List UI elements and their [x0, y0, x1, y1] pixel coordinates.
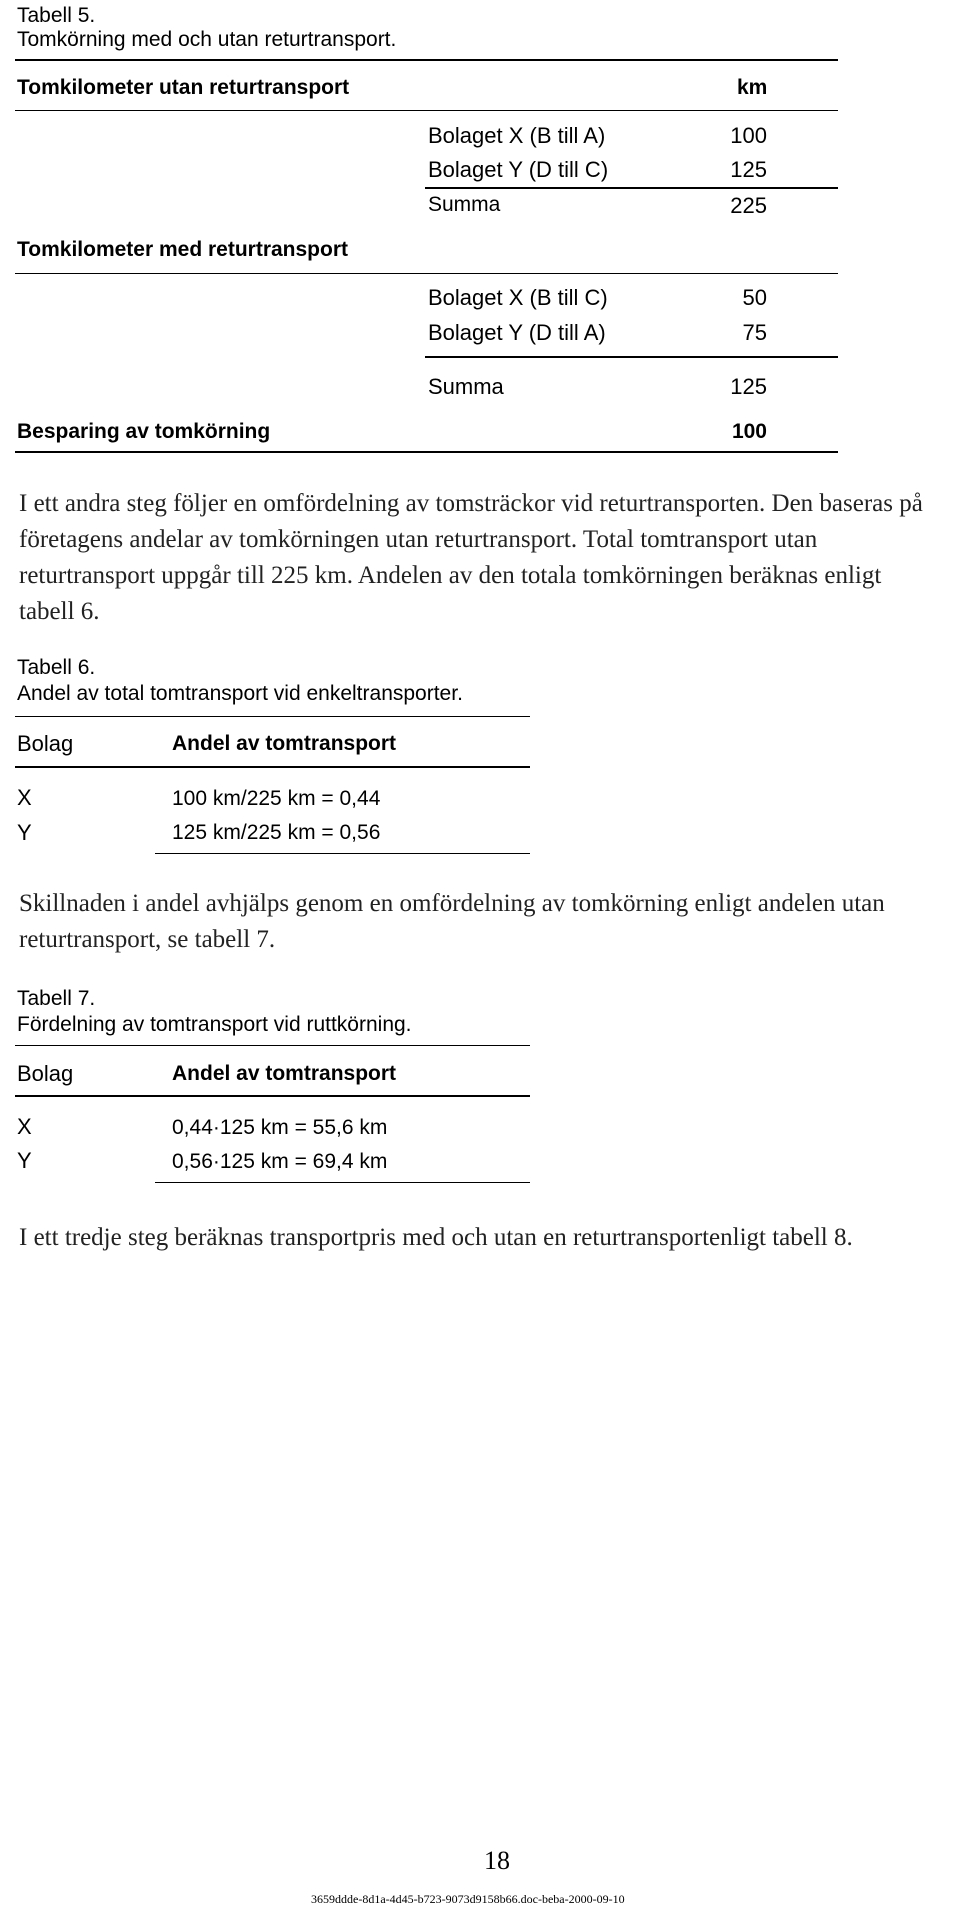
table7-row-2-bolag: Y [17, 1148, 32, 1173]
table5-without-row-1-label: Bolaget X (B till A) [428, 123, 606, 148]
table5-top-rule [15, 59, 838, 61]
table5-header-left: Tomkilometer utan returtransport [17, 76, 350, 99]
table5-without-sum-value: 225 [730, 193, 767, 218]
table5-header-right: km [737, 76, 768, 99]
table5-with-sum-value: 125 [730, 374, 767, 399]
table5-bottom-rule [15, 451, 838, 453]
table5-saving-value: 100 [731, 420, 767, 443]
table5-with-row-1-label: Bolaget X (B till C) [428, 285, 608, 310]
page-number: 18 [484, 1846, 510, 1875]
table5-with-row-2-label: Bolaget Y (D till A) [428, 320, 606, 345]
table7-caption: Tabell 7. [17, 987, 96, 1010]
table5-with-sum-label: Summa [428, 374, 504, 399]
table7-col-bolag: Bolag [17, 1061, 74, 1086]
table7-row-1-andel: 0,44·125 km = 55,6 km [172, 1116, 388, 1139]
table6-subcaption: Andel av total tomtransport vid enkeltransporter. [17, 682, 463, 705]
table7-col-andel: Andel av tomtransport [172, 1062, 397, 1085]
table5-with-sum-rule [425, 356, 838, 358]
table5-subcaption: Tomkörning med och utan returtransport. [17, 28, 397, 51]
table6-header-rule [15, 766, 530, 768]
table7-subcaption: Fördelning av tomtransport vid ruttkörning. [17, 1013, 412, 1036]
paragraph-3: I ett tredje steg beräknas transportpris med och utan en returtransportenligt tabell 8. [19, 1224, 853, 1251]
table7-row-2-andel: 0,56·125 km = 69,4 km [172, 1150, 388, 1173]
table7-bottom-rule [155, 1182, 530, 1183]
table5-without-row-1-value: 100 [730, 123, 767, 148]
table6-top-rule [15, 716, 530, 717]
table5-with-row-2-value: 75 [742, 320, 767, 345]
table5-saving-label: Besparing av tomkörning [17, 420, 271, 443]
table7-top-rule [15, 1045, 530, 1046]
table7-header-rule [15, 1095, 530, 1097]
paragraph-1: I ett andra steg följer en omfördelning av tomsträckor vid returtransporten. Den baseras på företagens andelar av tomkörningen utan returtransport. Total tomtransport utan returtransport uppgår till 225 km. Andelen av den totala tomkörningen beräknas enligt tabell 6. [19, 490, 923, 625]
table6-col-bolag: Bolag [17, 731, 74, 756]
table5-without-sum-label: Summa [428, 193, 501, 216]
table6-row-1-andel: 100 km/225 km = 0,44 [172, 787, 381, 810]
table5-caption: Tabell 5. [17, 4, 96, 27]
table5-with-row-1-value: 50 [742, 285, 767, 310]
table5-with-header: Tomkilometer med returtransport [17, 238, 349, 261]
paragraph-2: Skillnaden i andel avhjälps genom en omfördelning av tomkörning enligt andelen utan returtransport, se tabell 7. [19, 890, 885, 953]
table6-row-2-andel: 125 km/225 km = 0,56 [172, 821, 381, 844]
table6-bottom-rule [155, 853, 530, 854]
table6-row-2-bolag: Y [17, 820, 32, 845]
document-id: 3659ddde-8d1a-4d45-b723-9073d9158b66.doc-beba-2000-09-10 [311, 1892, 625, 1906]
table5-without-row-2-value: 125 [730, 157, 767, 182]
table5-with-header-rule [15, 273, 838, 274]
table6-col-andel: Andel av tomtransport [172, 732, 397, 755]
table5-header-rule [15, 110, 838, 111]
table5-without-row-2-label: Bolaget Y (D till C) [428, 157, 609, 182]
table6-caption: Tabell 6. [17, 656, 96, 679]
table6-row-1-bolag: X [17, 785, 32, 810]
table5-without-sum-rule [425, 187, 838, 189]
table7-row-1-bolag: X [17, 1114, 32, 1139]
